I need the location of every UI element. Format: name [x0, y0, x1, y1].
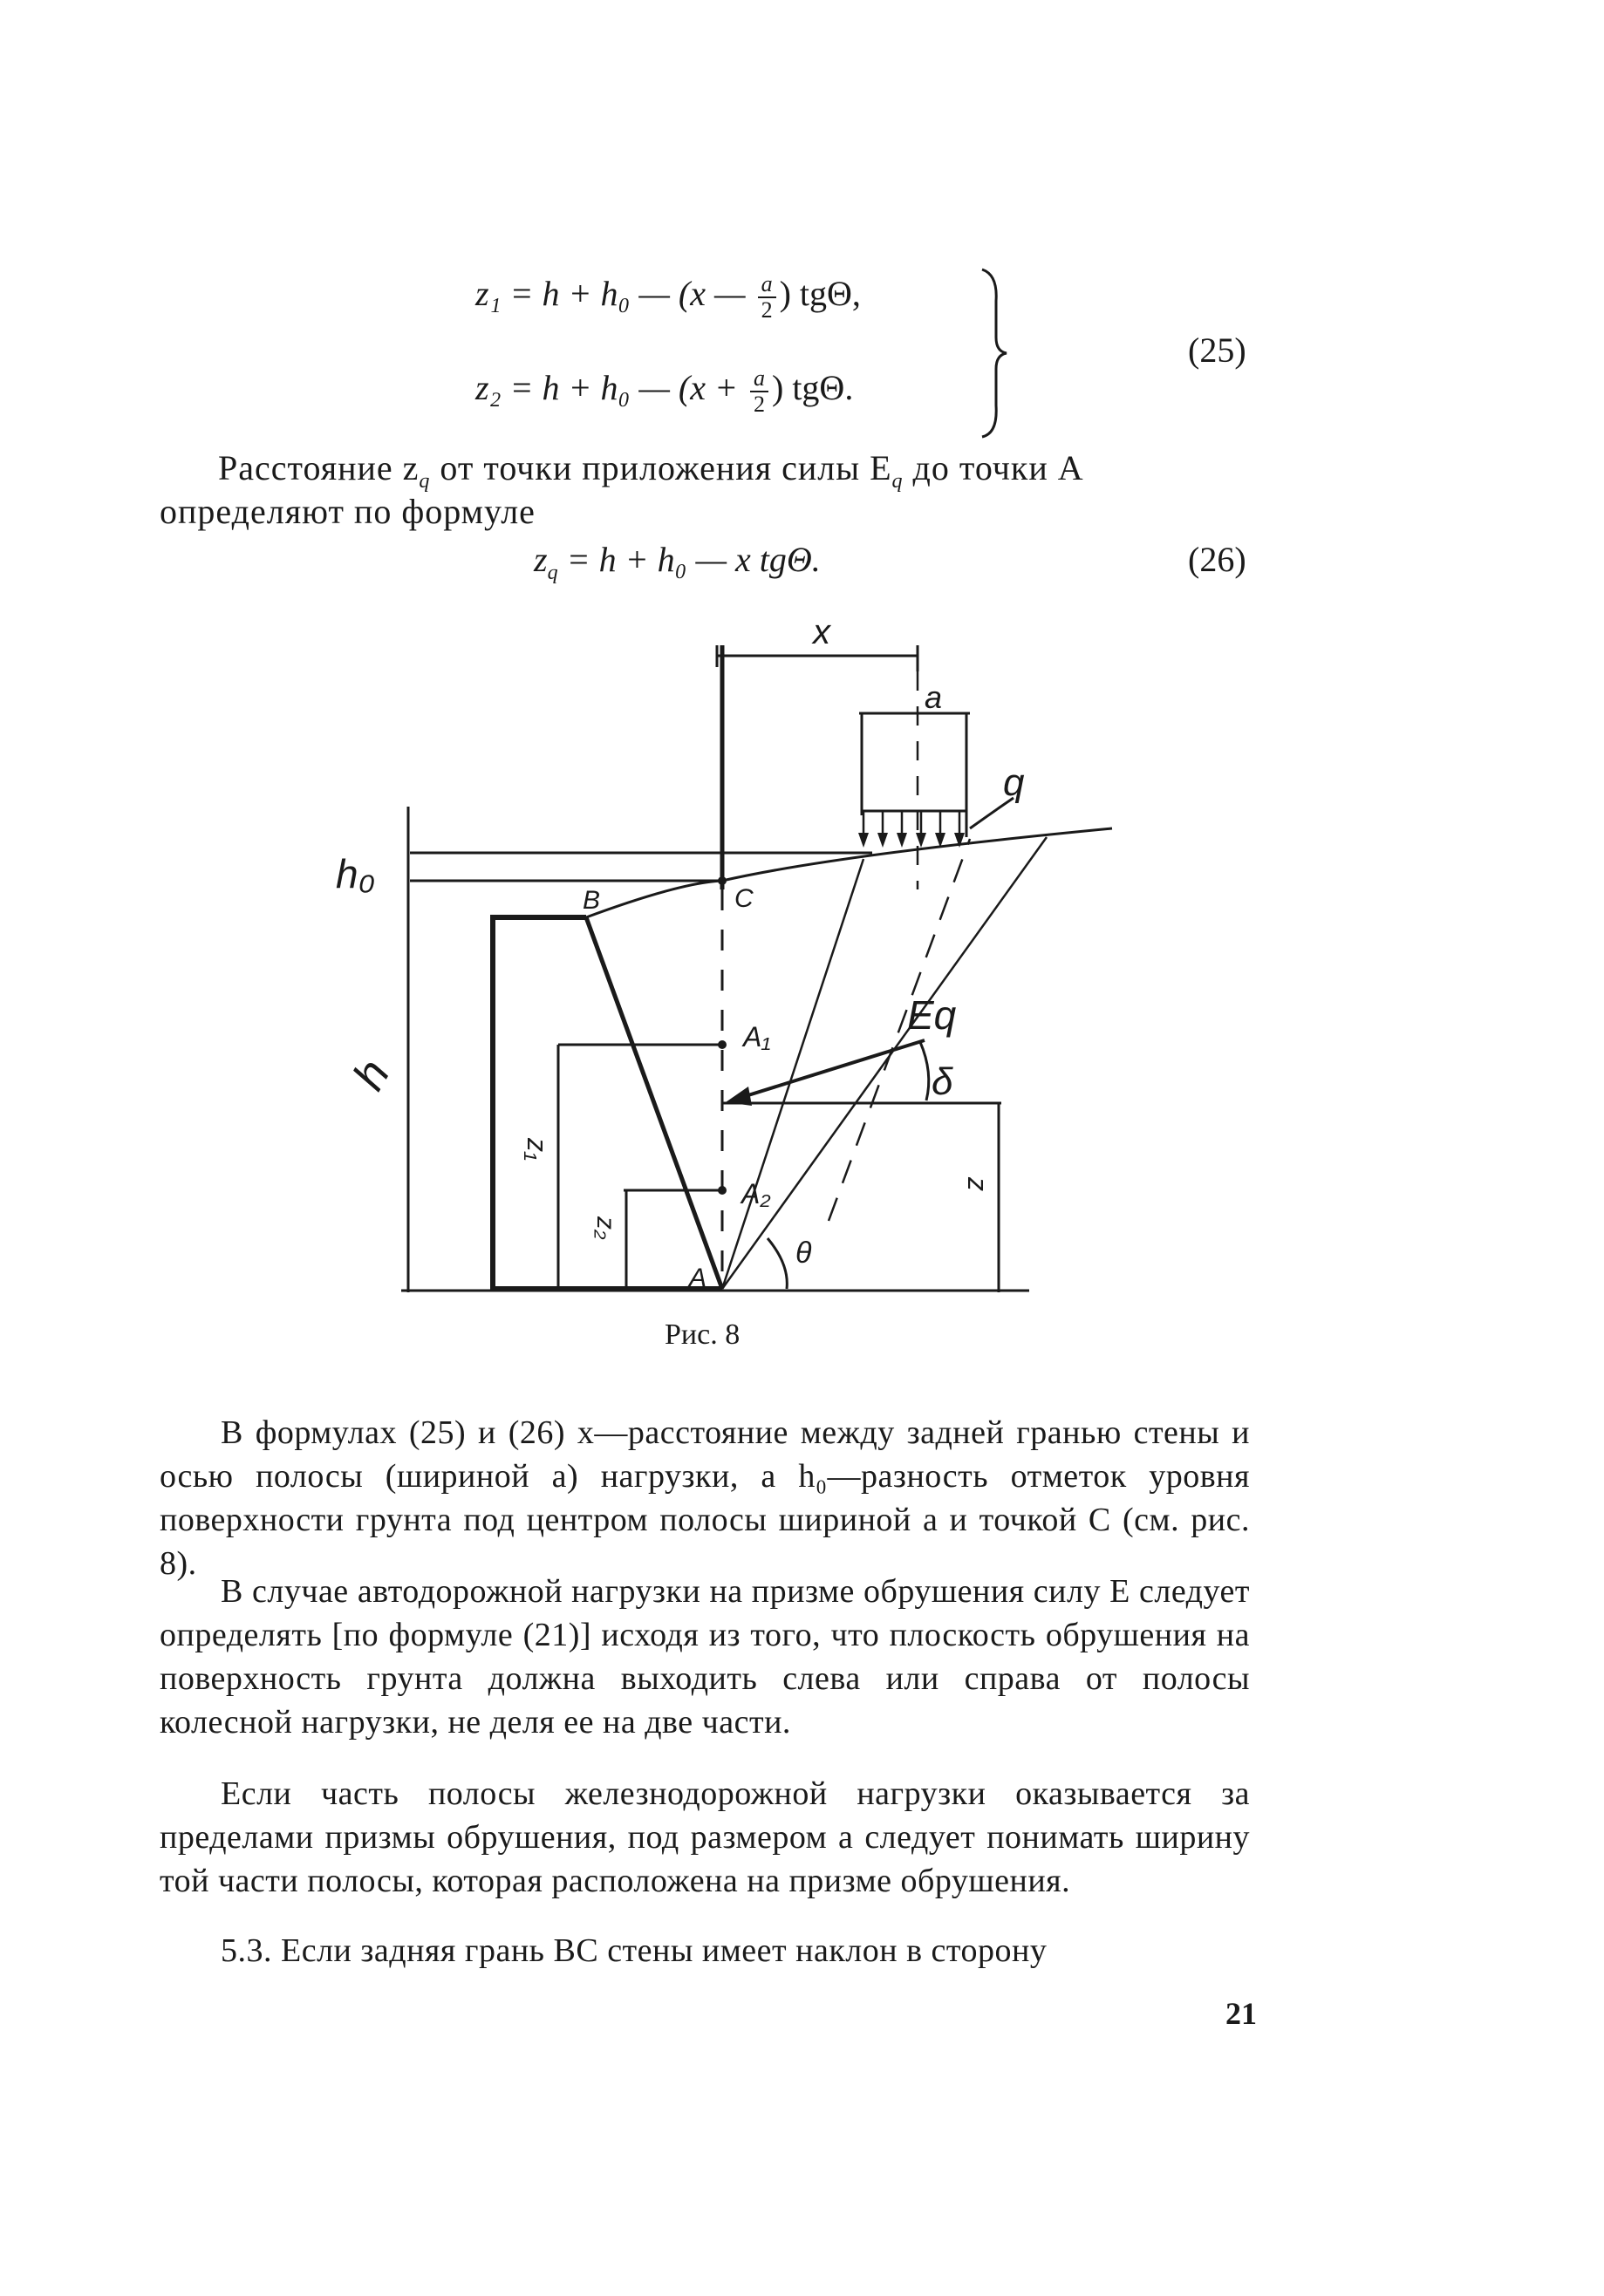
text-line-1a: Расстояние z	[218, 448, 420, 487]
sub-q: q	[419, 470, 431, 493]
fraction-a-over-2	[758, 272, 776, 323]
text-line-1b: от точки приложения силы E	[430, 448, 892, 487]
equation-number-26: (26)	[1188, 540, 1246, 579]
label-q: q	[1003, 761, 1025, 804]
label-B: B	[583, 886, 601, 915]
formula-25-brace	[977, 266, 1012, 440]
fraction-numerator: a	[758, 272, 776, 298]
label-A: A	[689, 1264, 707, 1292]
theta-arc	[768, 1238, 787, 1289]
fraction-denominator: 2	[754, 392, 765, 417]
label-z1: z₁	[522, 1138, 553, 1162]
text-distance-zq	[218, 447, 1084, 494]
formula-25-line-1-left: z₁ = h + h₀ — (x —	[475, 274, 754, 314]
equation-number-25: (25)	[1188, 330, 1246, 370]
formula-26-z: z	[534, 540, 548, 579]
label-theta: θ	[795, 1237, 812, 1270]
label-h0: h₀	[336, 851, 375, 896]
text-line-1c: до точки A	[903, 448, 1084, 487]
slide-line-left	[722, 859, 863, 1289]
formula-26-sub: q	[547, 562, 558, 584]
figure-caption: Рис. 8	[665, 1318, 741, 1351]
figure-8-diagram	[314, 610, 1143, 1325]
formula-25-line-2-right: ) tgΘ.	[772, 368, 854, 408]
label-C: C	[734, 884, 754, 913]
label-x: x	[813, 613, 830, 651]
paragraph-section-5-3: 5.3. Если задняя грань BC стены имеет наклон в сторону	[221, 1932, 1048, 1969]
formula-26-rest: = h + h₀ — x tgΘ.	[557, 540, 821, 579]
formula-25-line-2-left: z₂ = h + h₀ — (x +	[475, 368, 747, 408]
label-z: z	[962, 1177, 993, 1191]
page-number: 21	[1225, 1996, 1257, 2031]
fraction-numerator: a	[750, 366, 768, 392]
label-A2: A₂	[741, 1178, 771, 1209]
label-Eq: Eq	[907, 992, 957, 1038]
formula-25-line-2	[475, 366, 853, 417]
label-h: h	[343, 1051, 400, 1099]
delta-arc	[920, 1042, 929, 1100]
paragraph-formulas-explanation: В формулах (25) и (26) x—расстояние между задней гранью стены и осью полосы (шириной a) нагрузки, а h₀—разность отметок уровня поверхности грунта под центром полосы шириной a и точкой C (см. рис. 8).	[160, 1414, 1250, 1582]
fraction-a-over-2	[750, 366, 768, 417]
label-a: a	[925, 679, 943, 715]
label-z2: z₂	[591, 1216, 620, 1240]
paragraph-road-load: В случае автодорожной нагрузки на призме обрушения силу E следует определять [по формуле (21)] исходя из того, что плоскость обрушения на поверхность грунта должна выходить слева или справа от полосы колесной нагрузки, не деля ее на две части.	[160, 1573, 1250, 1741]
paragraph-rail-load: Если часть полосы железнодорожной нагрузки оказывается за пределами призмы обрушения, под размером a следует понимать ширину той части полосы, которая расположена на призме обрушения.	[160, 1775, 1250, 1899]
label-A1: A₁	[743, 1021, 771, 1053]
formula-25-line-1	[475, 272, 861, 323]
sub-q: q	[891, 470, 904, 493]
formula-26	[534, 539, 821, 585]
formula-25-line-1-right: ) tgΘ,	[779, 274, 861, 314]
text-determined-by-formula: определяют по формуле	[160, 492, 536, 531]
load-arrows	[863, 811, 959, 841]
label-delta: δ	[932, 1060, 953, 1103]
fraction-denominator: 2	[761, 297, 773, 323]
